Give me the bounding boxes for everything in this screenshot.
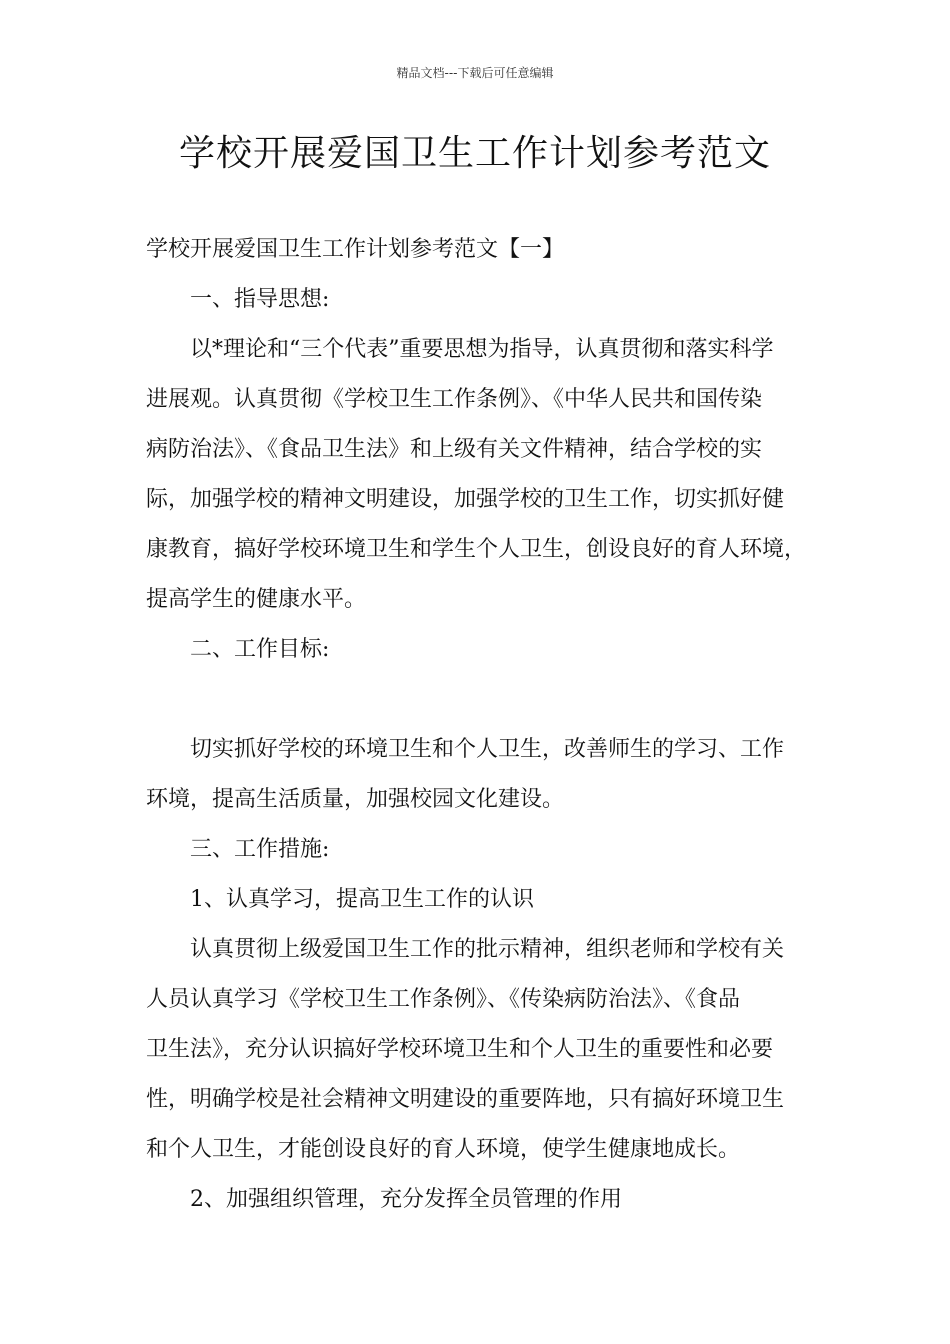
- paragraph-line: 病防治法》、《食品卫生法》和上级有关文件精神，结合学校的实: [146, 437, 763, 462]
- paragraph-line: 和个人卫生，才能创设良好的育人环境，使学生健康地成长。: [146, 1137, 741, 1162]
- paragraph-line: 康教育，搞好学校环境卫生和学生个人卫生，创设良好的育人环境，: [146, 537, 807, 562]
- section-heading-plan-one: 学校开展爱国卫生工作计划参考范文【一】: [146, 237, 565, 262]
- paragraph-line: 切实抓好学校的环境卫生和个人卫生，改善师生的学习、工作: [190, 737, 785, 762]
- section-heading-work-goals: 二、工作目标:: [190, 637, 330, 662]
- section-heading-guiding-ideology: 一、指导思想:: [190, 287, 330, 312]
- paragraph-line: 进展观。认真贯彻《学校卫生工作条例》、《中华人民共和国传染: [146, 387, 763, 412]
- subsection-heading-management: 2、加强组织管理，充分发挥全员管理的作用: [190, 1187, 622, 1212]
- paragraph-line: 以*理论和“三个代表”重要思想为指导，认真贯彻和落实科学: [190, 337, 774, 362]
- paragraph-line: 际，加强学校的精神文明建设，加强学校的卫生工作，切实抓好健: [146, 487, 785, 512]
- paragraph-line: 人员认真学习《学校卫生工作条例》、《传染病防治法》、《食品: [146, 987, 741, 1012]
- paragraph-line: 卫生法》，充分认识搞好学校环境卫生和个人卫生的重要性和必要: [146, 1037, 774, 1062]
- paragraph-line: 性，明确学校是社会精神文明建设的重要阵地，只有搞好环境卫生: [146, 1087, 785, 1112]
- paragraph-line: 环境，提高生活质量，加强校园文化建设。: [146, 787, 565, 812]
- section-heading-work-measures: 三、工作措施:: [190, 837, 330, 862]
- subsection-heading-study: 1、认真学习，提高卫生工作的认识: [190, 887, 534, 912]
- header-note: 精品文档---下载后可任意编辑: [396, 66, 554, 80]
- document-title: 学校开展爱国卫生工作计划参考范文: [178, 133, 771, 174]
- paragraph-line: 认真贯彻上级爱国卫生工作的批示精神，组织老师和学校有关: [190, 937, 785, 962]
- paragraph-line: 提高学生的健康水平。: [146, 587, 367, 612]
